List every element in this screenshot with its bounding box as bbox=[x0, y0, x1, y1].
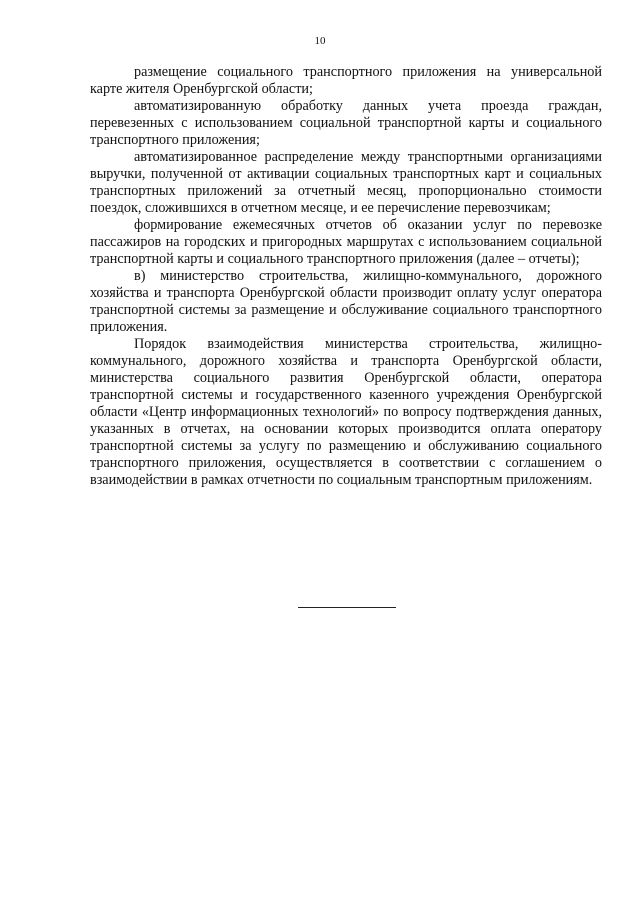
paragraph-ministry-payment: в) министерство строительства, жилищно-коммунального, дорожного хозяйства и транспорта Оренбургской области производит оплату услуг оператора транспортной системы за размещение и обслуживание социального транспортного приложения. bbox=[90, 268, 602, 335]
end-separator-line bbox=[298, 607, 396, 608]
paragraph-revenue-distribution: автоматизированное распределение между транспортными организациями выручки, полученной от активации социальных транспортных карт и социальных транспортных приложений за отчетный месяц, пропорционально стоимости поездок, сложившихся в отчетном месяце, и ее перечисление перевозчикам; bbox=[90, 149, 602, 216]
paragraph-monthly-reports: формирование ежемесячных отчетов об оказании услуг по перевозке пассажиров на городских и пригородных маршрутах с использованием социальной транспортной карты и социального транспортного приложения (далее – отчеты); bbox=[90, 217, 602, 267]
paragraph-interaction-procedure: Порядок взаимодействия министерства строительства, жилищно-коммунального, дорожного хозяйства и транспорта Оренбургской области, министерства социального развития Оренбургской области, оператора транспортной системы и государственного казенного учреждения Оренбургской области «Центр информационных технологий» по вопросу подтверждения данных, указанных в отчетах, на основании которых производится оплата оператору транспортной системы за услугу по размещению и обслуживанию социального транспортного приложения, осуществляется в соответствии с соглашением о взаимодействии в рамках отчетности по социальным транспортным приложениям. bbox=[90, 336, 602, 488]
page-number: 10 bbox=[314, 35, 326, 47]
paragraph-app-placement: размещение социального транспортного приложения на универсальной карте жителя Оренбургской области; bbox=[90, 64, 602, 97]
paragraph-data-processing: автоматизированную обработку данных учета проезда граждан, перевезенных с использованием социальной транспортной карты и социального транспортного приложения; bbox=[90, 98, 602, 148]
document-body bbox=[90, 64, 602, 489]
